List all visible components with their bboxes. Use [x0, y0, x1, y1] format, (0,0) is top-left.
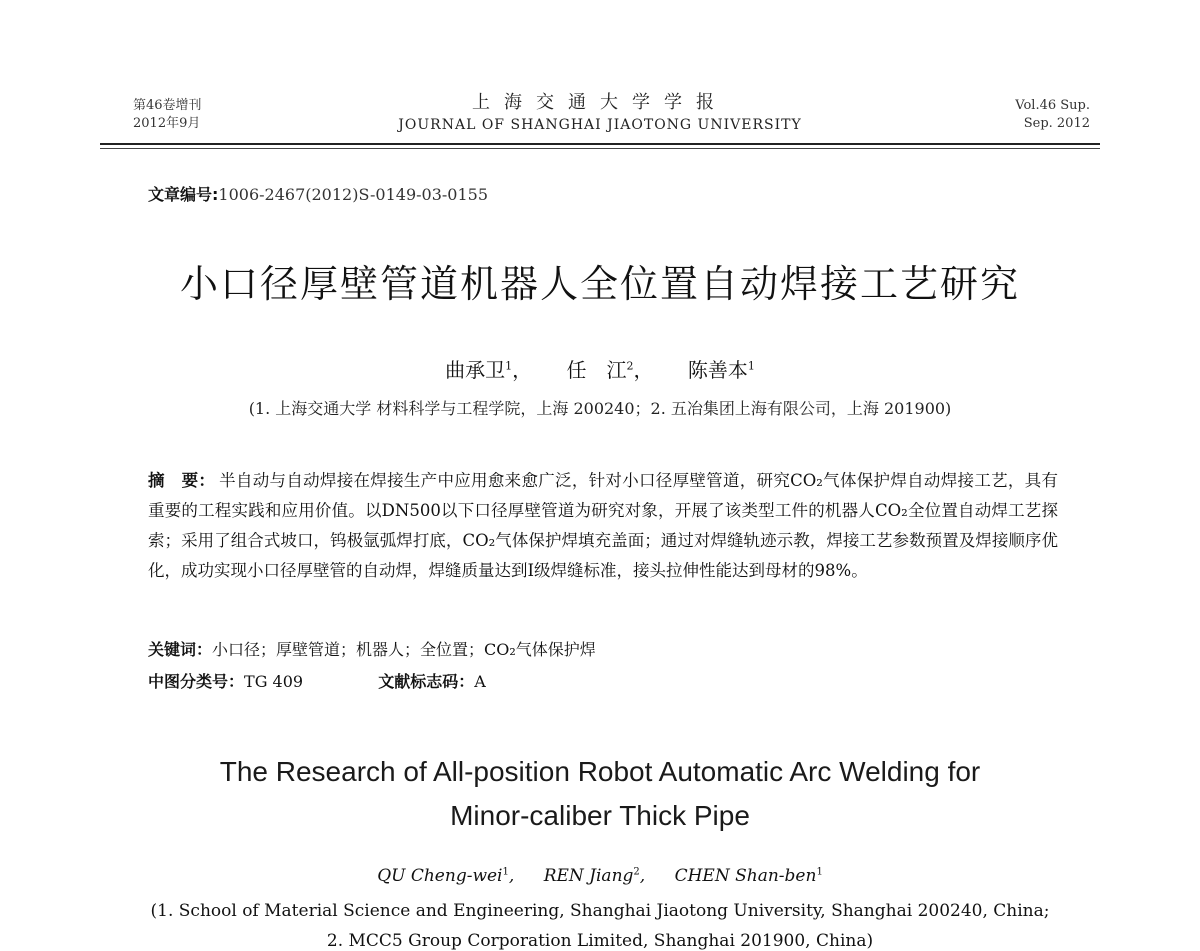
journal-name-cn: 上海交通大学学报: [472, 92, 728, 113]
paper-title-en-line2: Minor-caliber Thick Pipe: [450, 800, 750, 831]
header-month: Sep. 2012: [1023, 116, 1090, 131]
doc-code-label: 文献标志码：: [378, 672, 475, 691]
header-vol: Vol.46 Sup.: [1015, 98, 1090, 113]
abstract-cn: [148, 466, 1058, 586]
keywords-cn: [148, 637, 596, 660]
header-volume: 第46卷增刊: [133, 98, 202, 113]
header-rule-thick: [100, 143, 1100, 145]
authors-cn: [0, 354, 1200, 383]
keywords-label: 关键词：: [148, 640, 213, 659]
header-volume-en: [1015, 97, 1090, 133]
clc-label: 中图分类号：: [148, 672, 245, 691]
paper-title-en-line1: The Research of All-position Robot Automatic Arc Welding for: [219, 756, 981, 787]
paper-title-cn: 小口径厚壁管道机器人全位置自动焊接工艺研究: [179, 262, 1020, 306]
journal-masthead: [300, 91, 900, 135]
author-cn: 曲承卫$^1$，: [445, 358, 533, 382]
journal-name-en: JOURNAL OF SHANGHAI JIAOTONG UNIVERSITY: [398, 117, 802, 133]
paper-title-en: [0, 750, 1200, 838]
affiliation-en-line2: 2. MCC5 Group Corporation Limited, Shanghai 201900, China): [326, 931, 874, 951]
abstract-label: 摘 要：: [148, 471, 216, 490]
clc-value: TG 409: [244, 672, 304, 691]
author-en: CHEN Shan-ben$^1$: [674, 866, 823, 886]
author-cn: 任 江$^2$，: [566, 358, 654, 382]
author-en: REN Jiang$^2$,: [543, 866, 646, 886]
header-rule-thin: [100, 148, 1100, 149]
classification-line: [148, 669, 486, 692]
author-en: QU Cheng-wei$^1$,: [377, 866, 515, 886]
doc-code-value: A: [474, 672, 486, 691]
authors-en: [0, 866, 1200, 886]
article-number-label: 文章编号:: [148, 185, 219, 204]
abstract-text: 半自动与自动焊接在焊接生产中应用愈来愈广泛，针对小口径厚壁管道，研究CO₂气体保护焊自动焊接工艺，具有重要的工程实践和应用价值。以DN500以下口径厚壁管道为研究对象，开展了该类型工件的机器人CO₂全位置自动焊工艺探索；采用了组合式坡口，钨极氩弧焊打底，CO₂气体保护焊填充盖面；通过对焊缝轨迹示教，焊接工艺参数预置及焊接顺序优化，成功实现小口径厚壁管的自动焊，焊缝质量达到Ⅰ级焊缝标准，接头拉伸性能达到母材的98%。: [148, 471, 1058, 580]
author-cn: 陈善本$^1$: [687, 358, 755, 382]
header-date: 2012年9月: [133, 116, 201, 131]
affiliation-cn: (1. 上海交通大学 材料科学与工程学院，上海 200240；2. 五冶集团上海有限公司，上海 201900): [248, 399, 952, 418]
article-number: [148, 182, 488, 205]
affiliation-en-line1: (1. School of Material Science and Engineering, Shanghai Jiaotong University, Shanghai 200240, China;: [150, 901, 1050, 921]
header-issue: [133, 97, 202, 133]
article-number-value: 1006-2467(2012)S-0149-03-0155: [218, 185, 489, 204]
keywords-text: 小口径；厚壁管道；机器人；全位置；CO₂气体保护焊: [212, 640, 596, 659]
